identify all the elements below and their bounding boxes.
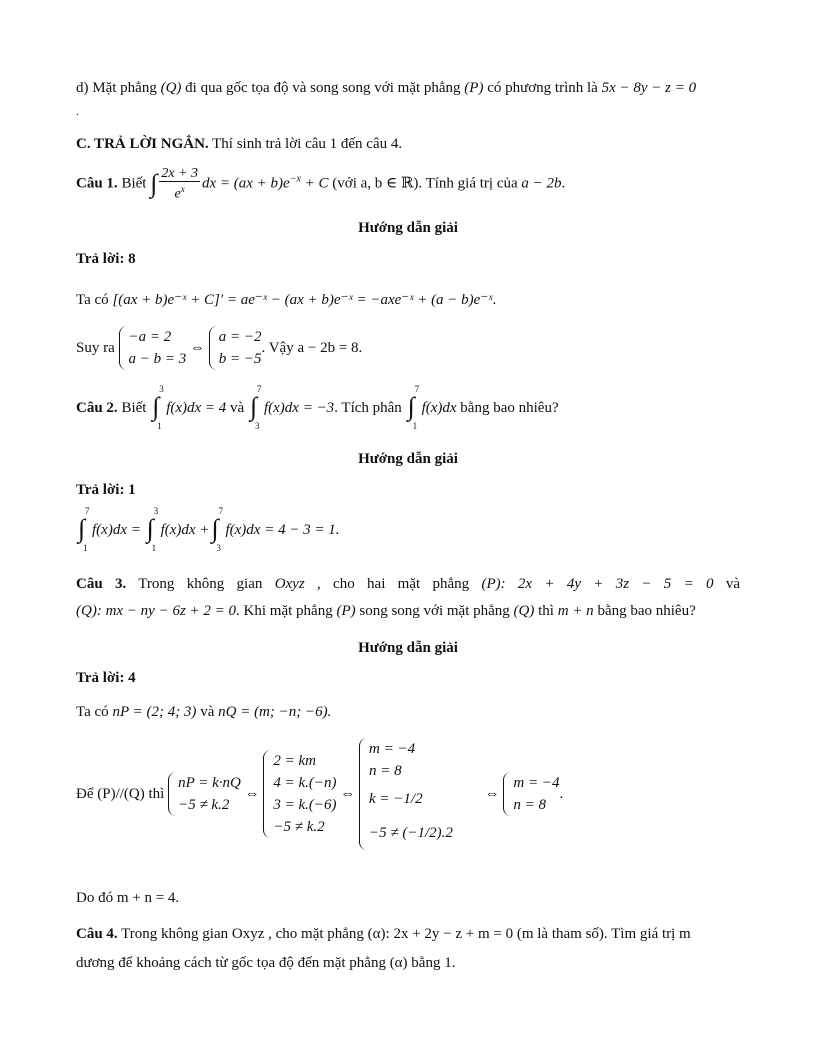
part-d-dot: . [76, 106, 79, 118]
q3-sys-row: k = −1/2 [369, 791, 423, 807]
q2-int2-body: f(x)dx = −3 [263, 400, 335, 416]
q1-step1-intro: Ta có [76, 292, 109, 308]
integral-sign: ∫ [150, 168, 158, 198]
q3-sys-row: −5 ≠ k.2 [178, 797, 230, 813]
q2-int3-body: f(x)dx [421, 400, 457, 416]
q3-plane-q: (Q): mx − ny − 6z + 2 = 0 [76, 603, 237, 619]
q3-vec-intro: Ta có [76, 704, 109, 720]
q2-sol-part: f(x)dx = 4 − 3 = 1. [225, 522, 340, 538]
q1-numerator: 2x + 3 [161, 166, 198, 181]
part-d-line [76, 78, 696, 98]
iff-symbol: ⇔ [190, 340, 205, 356]
section-c-instruction: Thí sinh trả lời câu 1 đến câu 4. [212, 136, 403, 152]
q3-p-ref: (P) [336, 603, 356, 619]
q1-denominator-exp: x [180, 184, 185, 194]
q1-equation: dx = (ax + b)e [201, 175, 290, 192]
q2-text: Biết [121, 400, 147, 416]
q3-sys-row: −5 ≠ k.2 [273, 819, 325, 835]
q3-sys-row: n = 8 [513, 797, 547, 813]
q3-final: Do đó m + n = 4. [76, 890, 180, 906]
q3-cond-intro: Để (P)//(Q) thì [76, 786, 165, 802]
q3-text: song song với mặt phẳng [359, 603, 510, 619]
q3-vec-np: nP = (2; 4; 3) [112, 704, 197, 720]
q2-sol-part: f(x)dx + [160, 522, 210, 538]
q3-label: Câu 3. [76, 576, 127, 592]
q1-target: a − 2b [521, 175, 562, 192]
q3-system-c [359, 738, 453, 850]
iff-symbol: ⇔ [484, 786, 500, 802]
q4-text: Trong không gian Oxyz , cho mặt phẳng (α): 2x + 2y − z + m = 0 (m là tham số). Tìm giá trị m [121, 926, 691, 942]
q1-condition: (với a, b ∈ ℝ). [332, 175, 423, 192]
q1-step2 [76, 326, 362, 370]
section-c-heading [76, 134, 402, 154]
q3-line-2 [76, 601, 696, 621]
q3-vectors [76, 702, 331, 722]
q3-target: m + n [557, 603, 594, 619]
q1-solution-heading: Hướng dẫn giải [358, 220, 458, 236]
q1-system-1 [119, 326, 187, 370]
q3-derivation: Để (P)//(Q) thì nP = k·nQ −5 ≠ k.2 ⇔ 2 = km 4 = k.(−n) 3 = k.(−6) −5 ≠ k.2 ⇔ m = −4 n = 8 k = −1/2 −5 ≠ (−1/2).2 ⇔ m = −4 n = 8 . [76, 738, 563, 850]
definite-integral: ∫ 7 1 [78, 506, 90, 553]
q1-label: Câu 1. [76, 175, 118, 192]
q1-sys2-row: b = −5 [218, 351, 262, 367]
q3-text: bằng bao nhiêu? [597, 603, 696, 619]
plane-q: (Q) [160, 80, 182, 96]
q3-sys-row: m = −4 [513, 775, 560, 791]
part-d-equation: 5x − 8y − z = 0 [601, 80, 697, 96]
q2-statement [76, 384, 559, 431]
definite-integral: ∫ 7 1 [407, 384, 420, 431]
q3-word: cho [333, 576, 355, 592]
q1-exp: −x [289, 173, 301, 185]
q1-system-2 [209, 326, 262, 370]
part-d-text-3: có phương trình là [487, 80, 598, 96]
definite-integral: ∫ 7 3 [249, 384, 262, 431]
q3-text: . Khi mặt phẳng [236, 603, 333, 619]
q3-vec-and: và [200, 704, 215, 720]
q1-step1-math: [(ax + b)e⁻ˣ + C]′ = ae⁻ˣ − (ax + b)e⁻ˣ = −axe⁻ˣ + (a − b)e⁻ˣ [112, 292, 493, 308]
plane-p: (P) [464, 80, 484, 96]
q1-constant: + C [300, 175, 329, 192]
q3-q-ref: (Q) [513, 603, 535, 619]
q4-line-1 [76, 924, 691, 944]
q2-sol-part: f(x)dx = [92, 522, 141, 538]
q3-vec-nq: nQ = (m; −n; −6). [218, 704, 332, 720]
q3-plane-p: (P): 2x + 4y + 3z − 5 = 0 [481, 576, 714, 592]
q3-sys-row: 2 = km [273, 753, 316, 769]
q2-solution-heading: Hướng dẫn giải [358, 451, 458, 467]
q2-answer: Trả lời: 1 [76, 482, 136, 498]
part-d-text-2: đi qua gốc tọa độ và song song với mặt phẳng [185, 80, 461, 96]
q3-line-1 [76, 574, 740, 594]
q3-sys-row: m = −4 [369, 741, 416, 757]
q4-line-2: dương để khoảng cách từ gốc tọa độ đến mặt phẳng (α) bằng 1. [76, 955, 456, 971]
q3-sys-row: −5 ≠ (−1/2).2 [369, 825, 453, 841]
q1-conclusion: . Vậy a − 2b = 8. [261, 340, 363, 356]
q3-word: gian [236, 576, 263, 592]
q3-system-b [263, 750, 336, 838]
q1-fraction [159, 166, 200, 202]
q3-answer: Trả lời: 4 [76, 670, 136, 686]
q1-step1: Ta có [(ax + b)e⁻ˣ + C]′ = ae⁻ˣ − (ax + b)e⁻ˣ = −axe⁻ˣ + (a − b)e⁻ˣ. [76, 292, 497, 308]
section-c-title: C. TRẢ LỜI NGẮN. [76, 136, 209, 152]
iff-symbol: ⇔ [244, 786, 260, 802]
definite-integral: ∫ 3 1 [152, 384, 164, 431]
q3-text: thì [538, 603, 554, 619]
q4-label: Câu 4. [76, 926, 118, 942]
q2-and: và [230, 400, 245, 416]
iff-symbol: ⇔ [340, 786, 356, 802]
q3-sys-row: nP = k·nQ [178, 775, 241, 791]
q1-step2-intro: Suy ra [76, 340, 115, 356]
q3-sys-row: n = 8 [369, 763, 402, 779]
definite-integral: ∫ 3 1 [146, 506, 159, 553]
q1-sys1-row: a − b = 3 [128, 351, 187, 367]
q3-word: Trong [138, 576, 175, 592]
q2-text-2: . Tích phân [334, 400, 402, 416]
q2-label: Câu 2. [76, 400, 118, 416]
q3-sys-row: 4 = k.(−n) [273, 775, 337, 791]
part-d-text: d) Mặt phẳng [76, 80, 157, 96]
definite-integral: ∫ 7 3 [211, 506, 223, 553]
q1-denominator: e [174, 186, 181, 202]
q3-word: hai [367, 576, 386, 592]
q3-word: và [725, 576, 741, 592]
q3-word: không [186, 576, 225, 592]
q1-statement: Câu 1. Biết ∫ $\frac{2x + 3}{e^x}$ dx = $(ax + b)e^{-x} + C$ (với a, b ∈ ℝ). Tính giá trị của a − 2b. [76, 166, 566, 202]
q3-system-a [168, 772, 241, 816]
q3-solution-heading: Hướng dẫn giải [358, 640, 458, 656]
q2-solution [76, 506, 340, 553]
q1-sys2-row: a = −2 [218, 329, 262, 345]
q3-system-d [503, 772, 559, 816]
q1-text-2: Tính giá trị của [425, 175, 518, 192]
q1-text: Biết [121, 175, 147, 192]
q1-answer: Trả lời: 8 [76, 251, 136, 267]
q3-word: phẳng [432, 576, 470, 592]
q3-word: mặt [397, 576, 421, 592]
q3-sys-row: 3 = k.(−6) [273, 797, 337, 813]
q2-int1-body: f(x)dx = 4 [166, 400, 227, 416]
q2-text-3: bằng bao nhiêu? [460, 400, 559, 416]
q1-sys1-row: −a = 2 [128, 329, 172, 345]
q3-word: Oxyz , [274, 576, 321, 592]
